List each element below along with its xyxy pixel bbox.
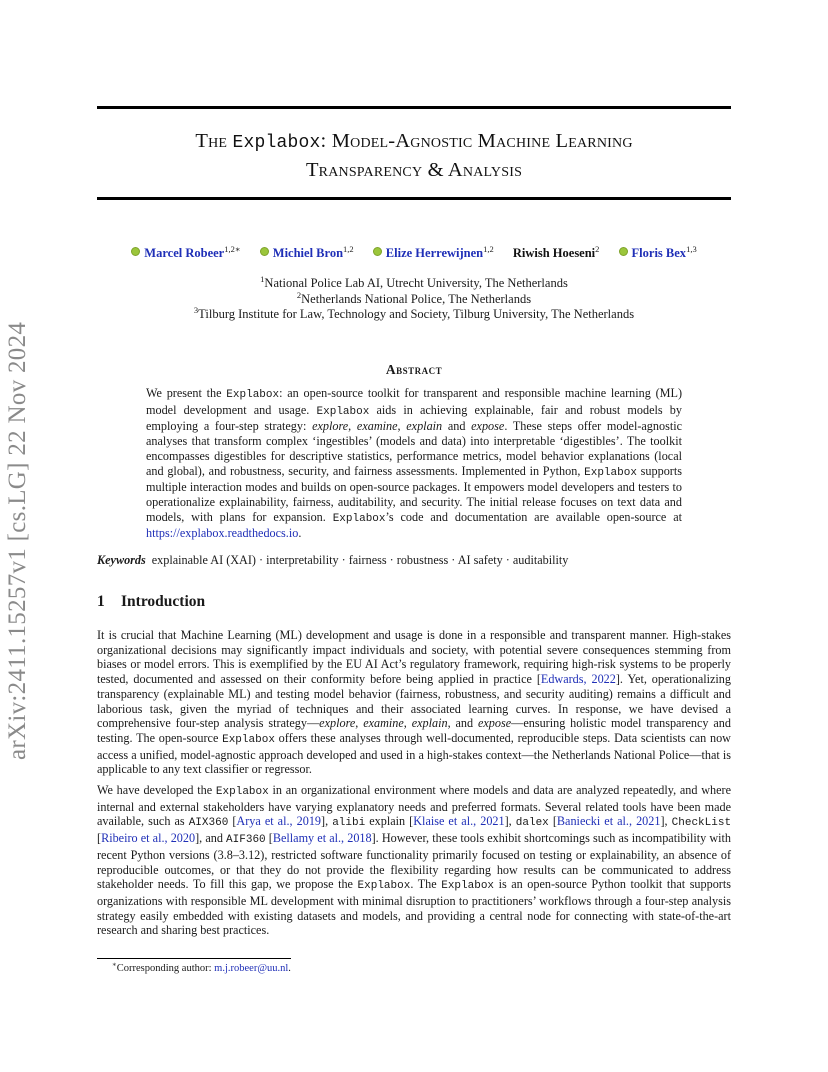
title-rule-top [97,106,731,109]
title-line-1: The Explabox: Model-Agnostic Machine Learning [195,130,633,153]
section-heading-introduction: 1 Introduction [97,593,206,610]
citation-link[interactable]: Ribeiro et al., 2020 [101,831,196,846]
author-bex[interactable]: Floris Bex$^{1,3}$ [619,244,697,262]
citation-link[interactable]: Arya et al., 2019 [236,814,322,829]
orcid-icon[interactable] [619,247,628,256]
abstract-body: We present the Explabox: an open-source toolkit for transparent and responsible machine learning (ML) model development and usage. Explabox aids in achieving explainable, fair and robust models by employing a four-step strategy: explore, examine, explain and expose. These steps offer model-agnostic analyses that transform complex ‘ingestibles’ (models and data) into interpretable ‘digestibles’. The toolkit encompasses digestibles for descriptive statistics, performance metrics, model behavior explanations (local and global), and robustness, security, and fairness assessments. Implemented in Python, Explabox supports multiple interaction modes and builds on open-source packages. It empowers model developers and testers to operationalize explainability, fairness, auditability, and security. The initial release focuses on text data and models, with plans for expansion. Explabox’s code and documentation are available open-source at https://explabox.readthedocs.io. [146,386,683,541]
orcid-icon[interactable] [373,247,382,256]
title-line-2: Transparency & Analysis [305,159,523,181]
citation-link[interactable]: Edwards, 2022 [540,672,616,687]
intro-paragraph-2: We have developed the Explabox in an organizational environment where models and data are analyzed repeatedly, and where internal and external stakeholders have varying explanatory needs and preferred formats. Several related tools have been made available, such as AIX360 [Arya et al., 2019], alibi explain [Klaise et al., 2021], dalex [Baniecki et al., 2021], CheckList [Ribeiro et al., 2020], and AIF360 [Bellamy et al., 2018]. However, these tools exhibit shortcomings such as incompatibility with recent Python versions (3.8–3.12), restricted software functionality primarily focused on testing or explainability, an absence of reproducible outcomes, or that they do not provide the flexibility regarding how results can be communicated to address stakeholder needs. To fill this gap, we propose the Explabox. The Explabox is an open-source Python toolkit that supports organizations with responsible ML development with minimal disruption to practitioners’ workflows through a four-step analysis strategy easily embedded with existing datasets and models, and providing a central node for connecting with state-of-the-art research and sharing best practices. [97,783,732,938]
paper-title [97,128,731,184]
citation-link[interactable]: Baniecki et al., 2021 [556,814,661,829]
abstract-heading: Abstract [385,362,443,377]
intro-paragraph-1: It is crucial that Machine Learning (ML) development and usage is done in a responsible and transparent manner. High-stakes organizational decisions may significantly impact individuals and society, with potential severe consequences stemming from biases or model errors. This is exemplified by the EU AI Act’s regulatory framework, requiring high-risk systems to be properly tested, documented and assessed on their conformity before being applied in practice [Edwards, 2022]. Yet, operationalizing transparency (explainable ML) and testing model behavior (fairness, robustness, and security auditing) remains a difficult and laborious task, given the myriad of techniques and their associated learning curves. In response, we have devised a comprehensive four-step analysis strategy—explore, examine, explain, and expose—ensuring holistic model transparency and testing. The open-source Explabox offers these analyses through well-documented, reproducible steps. Data scientists can now access a unified, model-agnostic approach developed and used in a high-stakes context—the Netherlands National Police—that is applicable to any text classifier or regressor. [97,628,731,777]
affiliation-list [97,273,731,323]
keywords-label: Keywords [97,553,146,567]
email-link[interactable]: m.j.robeer@uu.nl [214,963,289,974]
affiliation-3: $^3$Tilburg Institute for Law, Technology and Society, Tilburg University, The Netherlands [193,304,635,321]
author-robeer[interactable]: Marcel Robeer$^{1,2∗}$ [131,244,240,262]
footnote: ∗Corresponding author: m.j.robeer@uu.nl. [112,960,291,974]
arxiv-sidebar-stamp: arXiv:2411.15257v1 [cs.LG] 22 Nov 2024 [4,321,31,760]
title-rule-bottom [97,197,731,200]
footnote-rule [97,958,291,959]
citation-link[interactable]: Klaise et al., 2021 [413,814,505,829]
keywords-text: explainable AI (XAI) · interpretability · fairness · robustness · AI safety · auditability [151,553,569,567]
author-bron[interactable]: Michiel Bron$^{1,2}$ [260,244,354,262]
author-list [97,244,731,262]
keywords-line [97,553,731,568]
affiliation-1: $^1$National Police Lab AI, Utrecht University, The Netherlands [260,273,568,290]
affiliation-2: $^2$Netherlands National Police, The Netherlands [296,289,532,306]
docs-link[interactable]: https://explabox.readthedocs.io [146,526,299,541]
orcid-icon[interactable] [131,247,140,256]
author-hoeseni: Riwish Hoeseni$^2$ [512,243,600,260]
title-tool-name: Explabox [232,133,321,153]
author-herrewijnen[interactable]: Elize Herrewijnen$^{1,2}$ [373,244,494,262]
citation-link[interactable]: Bellamy et al., 2018 [272,831,372,846]
orcid-icon[interactable] [260,247,269,256]
